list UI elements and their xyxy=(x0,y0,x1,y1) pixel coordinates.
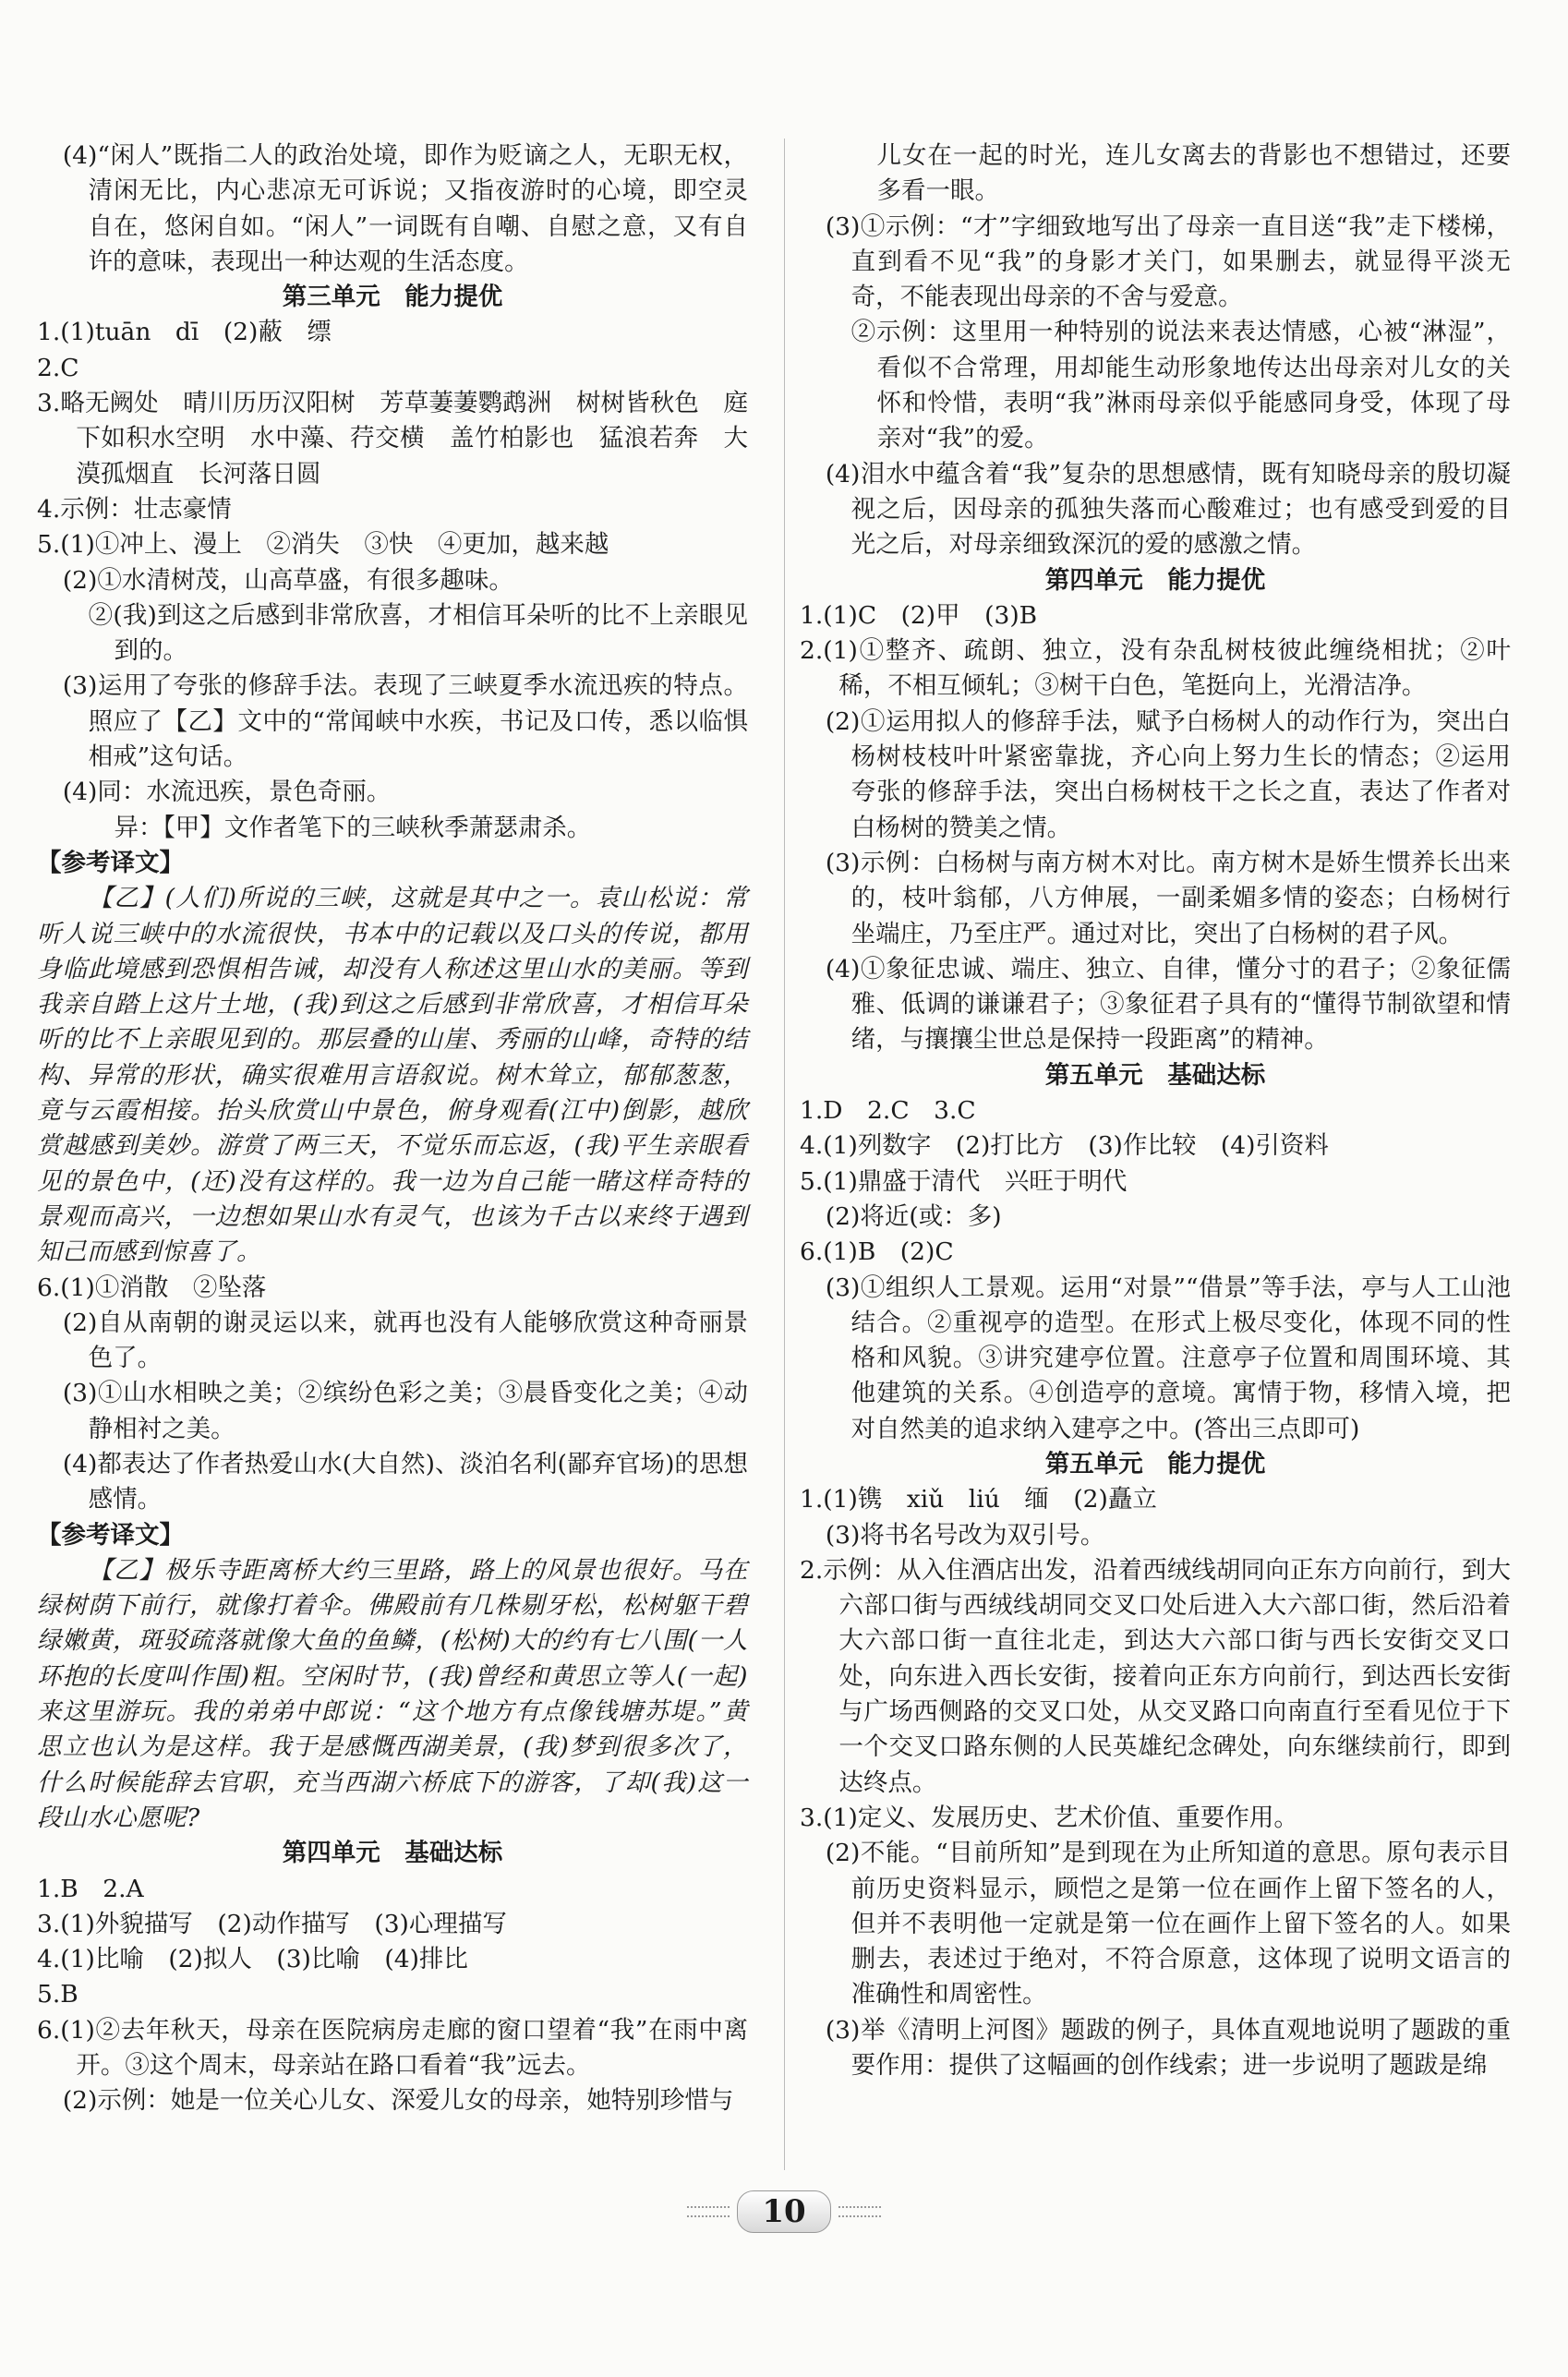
answer-line: (3)①组织人工景观。运用“对景”“借景”等手法，亭与人工山池结合。②重视亭的造型。在形式上极尽变化，体现不同的性格和风貌。③讲究建亭位置。注意亭子位置和周围环境、其他建筑的关系。④创造亭的意境。寓情于物，移情入境，把对自然美的追求纳入建亭之中。(答出三点即可) xyxy=(825,1273,1511,1443)
answer-line: 1.(1)镌 xiǔ liú 缅 (2)矗立 xyxy=(800,1485,1157,1514)
answer-line: (4)都表达了作者热爱山水(大自然)、淡泊名利(鄙弃官场)的思想感情。 xyxy=(62,1449,748,1514)
section-heading: 第五单元 能力提优 xyxy=(1044,1449,1266,1478)
answer-line: (3)示例：白杨树与南方树木对比。南方树木是娇生惯养长出来的，枝叶翁郁，八方伸展，一副柔媚多情的姿态；白杨树行坐端庄，乃至庄严。通过对比，突出了白杨树的君子风。 xyxy=(825,848,1511,948)
answer-line: 1.B 2.A xyxy=(37,1874,144,1903)
answer-line: (3)将书名号改为双引号。 xyxy=(825,1520,1105,1550)
answer-line: (3)举《清明上河图》题跋的例子，具体直观地说明了题跋的重要作用：提供了这幅画的创作线索；进一步说明了题跋是绵 xyxy=(825,2015,1511,2081)
page-number-area xyxy=(0,2189,1568,2235)
answer-line: 异：【甲】文作者笔下的三峡秋季萧瑟肃杀。 xyxy=(114,813,592,842)
right-column xyxy=(800,139,1511,2083)
page-number: 10 xyxy=(737,2190,830,2233)
answer-line: 6.(1)B (2)C xyxy=(800,1237,954,1267)
answer-line: (4)①象征忠诚、端庄、独立、自律，懂分寸的君子；②象征儒雅、低调的谦谦君子；③象征君子具有的“懂得节制欲望和情绪，与攘攘尘世总是保持一段距离”的精神。 xyxy=(825,954,1511,1055)
reference-translation-label: 【参考译文】 xyxy=(37,1520,184,1550)
answer-line: 5.(1)鼎盛于清代 兴旺于明代 xyxy=(800,1166,1128,1196)
answer-line: (3)①示例：“才”字细致地写出了母亲一直目送“我”走下楼梯，直到看不见“我”的身影才关门，如果删去，就显得平淡无奇，不能表现出母亲的不舍与爱意。 xyxy=(825,211,1511,312)
reference-translation: 【乙】极乐寺距离桥大约三里路，路上的风景也很好。马在绿树荫下前行，就像打着伞。佛殿前有几株剔牙松，松树躯干碧绿嫩黄，斑驳疏落就像大鱼的鱼鳞，(松树)大的约有七八围(一人环抱的长度叫作围)粗。空闲时节，(我)曾经和黄思立等人(一起)来这里游玩。我的弟弟中郎说：“这个地方有点像钱塘苏堤。”黄思立也认为是这样。我于是感慨西湖美景，(我)梦到很多次了，什么时候能辞去官职，充当西湖六桥底下的游客，了却(我)这一段山水心愿呢? xyxy=(37,1555,748,1832)
answer-line: 5.B xyxy=(37,1980,78,2009)
answer-line: (2)不能。“目前所知”是到现在为止所知道的意思。原句表示目前历史资料显示，顾恺之是第一位在画作上留下签名的人，但并不表明他一定就是第一位在画作上留下签名的人。如果删去，表述过于绝对，不符合原意，这体现了说明文语言的准确性和周密性。 xyxy=(825,1839,1511,2009)
answer-line: ②(我)到这之后感到非常欣喜，才相信耳朵听的比不上亲眼见到的。 xyxy=(88,600,748,666)
answer-line: 3.(1)定义、发展历史、艺术价值、重要作用。 xyxy=(800,1803,1298,1832)
ornament-left xyxy=(687,2206,730,2217)
answer-line: 5.(1)①冲上、漫上 ②消失 ③快 ④更加，越来越 xyxy=(37,530,609,560)
answer-line: 6.(1)①消散 ②坠落 xyxy=(37,1273,267,1302)
section-heading: 第四单元 基础达标 xyxy=(282,1839,503,1868)
answer-line: (2)①水清树茂，山高草盛，有很多趣味。 xyxy=(62,565,513,595)
answer-line: 1.(1)tuān dī (2)蔽 缥 xyxy=(37,318,332,347)
answer-line: (2)①运用拟人的修辞手法，赋予白杨树人的动作行为，突出白杨树枝枝叶叶紧密靠拢，齐心向上努力生长的情态；②运用夸张的修辞手法，突出白杨树枝干之长之直，表达了作者对白杨树的赞美之情。 xyxy=(825,706,1511,842)
answer-line: 2.示例：从入住酒店出发，沿着西绒线胡同向正东方向前行，到大六部口街与西绒线胡同交叉口处后进入大六部口街，然后沿着大六部口街一直往北走，到达大六部口街与西长安街交叉口处，向东进入西长安街，接着向正东方向前行，到达西长安街与广场西侧路的交叉口处，从交叉路口向南直行至看见位于下一个交叉口路东侧的人民英雄纪念碑处，向东继续前行，即到达终点。 xyxy=(800,1555,1511,1797)
column-divider xyxy=(784,139,785,2170)
reference-translation: 【乙】(人们)所说的三峡，这就是其中之一。袁山松说：常听人说三峡中的水流很快，书本中的记载以及口头的传说，都用身临此境感到恐惧相告诫，却没有人称述这里山水的美丽。等到我亲自踏上这片土地，(我)到这之后感到非常欣喜，才相信耳朵听的比不上亲眼见到的。那层叠的山崖、秀丽的山峰，奇特的结构、异常的形状，确实很难用言语叙说。树木耸立，郁郁葱葱，竟与云霞相接。抬头欣赏山中景色，俯身观看(江中)倒影，越欣赏越感到美妙。游赏了两三天，不觉乐而忘返，(我)平生亲眼看见的景色中，(还)没有这样的。我一边为自己能一睹这样奇特的景观而高兴，一边想如果山水有灵气，也该为千古以来终于遇到知己而感到惊喜了。 xyxy=(37,884,748,1267)
answer-line: (4)同：水流迅疾，景色奇丽。 xyxy=(62,778,392,807)
section-heading: 第三单元 能力提优 xyxy=(282,283,503,312)
answer-line: (2)自从南朝的谢灵运以来，就再也没有人能够欣赏这种奇丽景色了。 xyxy=(62,1308,748,1373)
answer-line: 儿女在一起的时光，连儿女离去的背影也不想错过，还要多看一眼。 xyxy=(876,141,1511,206)
answer-line: 4.(1)列数字 (2)打比方 (3)作比较 (4)引资料 xyxy=(800,1131,1329,1161)
section-heading: 第四单元 能力提优 xyxy=(1044,565,1266,595)
answer-line: ②示例：这里用一种特别的说法来表达情感，心被“淋湿”，看似不合常理，用却能生动形象地传达出母亲对儿女的关怀和怜惜，表明“我”淋雨母亲似乎能感同身受，体现了母亲对“我”的爱。 xyxy=(850,318,1511,453)
answer-line: (2)将近(或：多) xyxy=(825,1201,1002,1231)
answer-line: 1.(1)C (2)甲 (3)B xyxy=(800,600,1038,630)
left-column xyxy=(37,139,748,2119)
answer-line: 4.示例：壮志豪情 xyxy=(37,494,232,524)
answer-line: 2.(1)①整齐、疏朗、独立，没有杂乱树枝彼此缠绕相扰；②叶稀，不相互倾轧；③树干白色，笔挺向上，光滑洁净。 xyxy=(800,636,1511,701)
answer-line: (2)示例：她是一位关心儿女、深爱儿女的母亲，她特别珍惜与 xyxy=(62,2086,734,2116)
answer-line: 2.C xyxy=(37,353,79,382)
answer-line: 4.(1)比喻 (2)拟人 (3)比喻 (4)排比 xyxy=(37,1945,468,1974)
ornament-right xyxy=(838,2206,881,2217)
answer-line: 6.(1)②去年秋天，母亲在医院病房走廊的窗口望着“我”在雨中离开。③这个周末，母亲站在路口看着“我”远去。 xyxy=(37,2015,748,2081)
answer-line: (4)“闲人”既指二人的政治处境，即作为贬谪之人，无职无权，清闲无比，内心悲凉无可诉说；又指夜游时的心境，即空灵自在，悠闲自如。“闲人”一词既有自嘲、自慰之意，又有自许的意味，表现出一种达观的生活态度。 xyxy=(62,141,748,276)
answer-line: (3)运用了夸张的修辞手法。表现了三峡夏季水流迅疾的特点。照应了【乙】文中的“常闻峡中水疾，书记及口传，悉以临惧相戒”这句话。 xyxy=(62,671,748,772)
answer-line: 3.略无阙处 晴川历历汉阳树 芳草萋萋鹦鹉洲 树树皆秋色 庭下如积水空明 水中藻、荇交横 盖竹柏影也 猛浪若奔 大漠孤烟直 长河落日圆 xyxy=(37,389,748,489)
reference-translation-label: 【参考译文】 xyxy=(37,848,184,877)
answer-line: 3.(1)外貌描写 (2)动作描写 (3)心理描写 xyxy=(37,1909,507,1938)
answer-line: (4)泪水中蕴含着“我”复杂的思想感情，既有知晓母亲的殷切凝视之后，因母亲的孤独失落而心酸难过；也有感受到爱的目光之后，对母亲细致深沉的爱的感激之情。 xyxy=(825,459,1511,560)
section-heading: 第五单元 基础达标 xyxy=(1044,1060,1266,1090)
answer-line: (3)①山水相映之美；②缤纷色彩之美；③晨昏变化之美；④动静相衬之美。 xyxy=(62,1379,748,1443)
answer-line: 1.D 2.C 3.C xyxy=(800,1096,976,1126)
